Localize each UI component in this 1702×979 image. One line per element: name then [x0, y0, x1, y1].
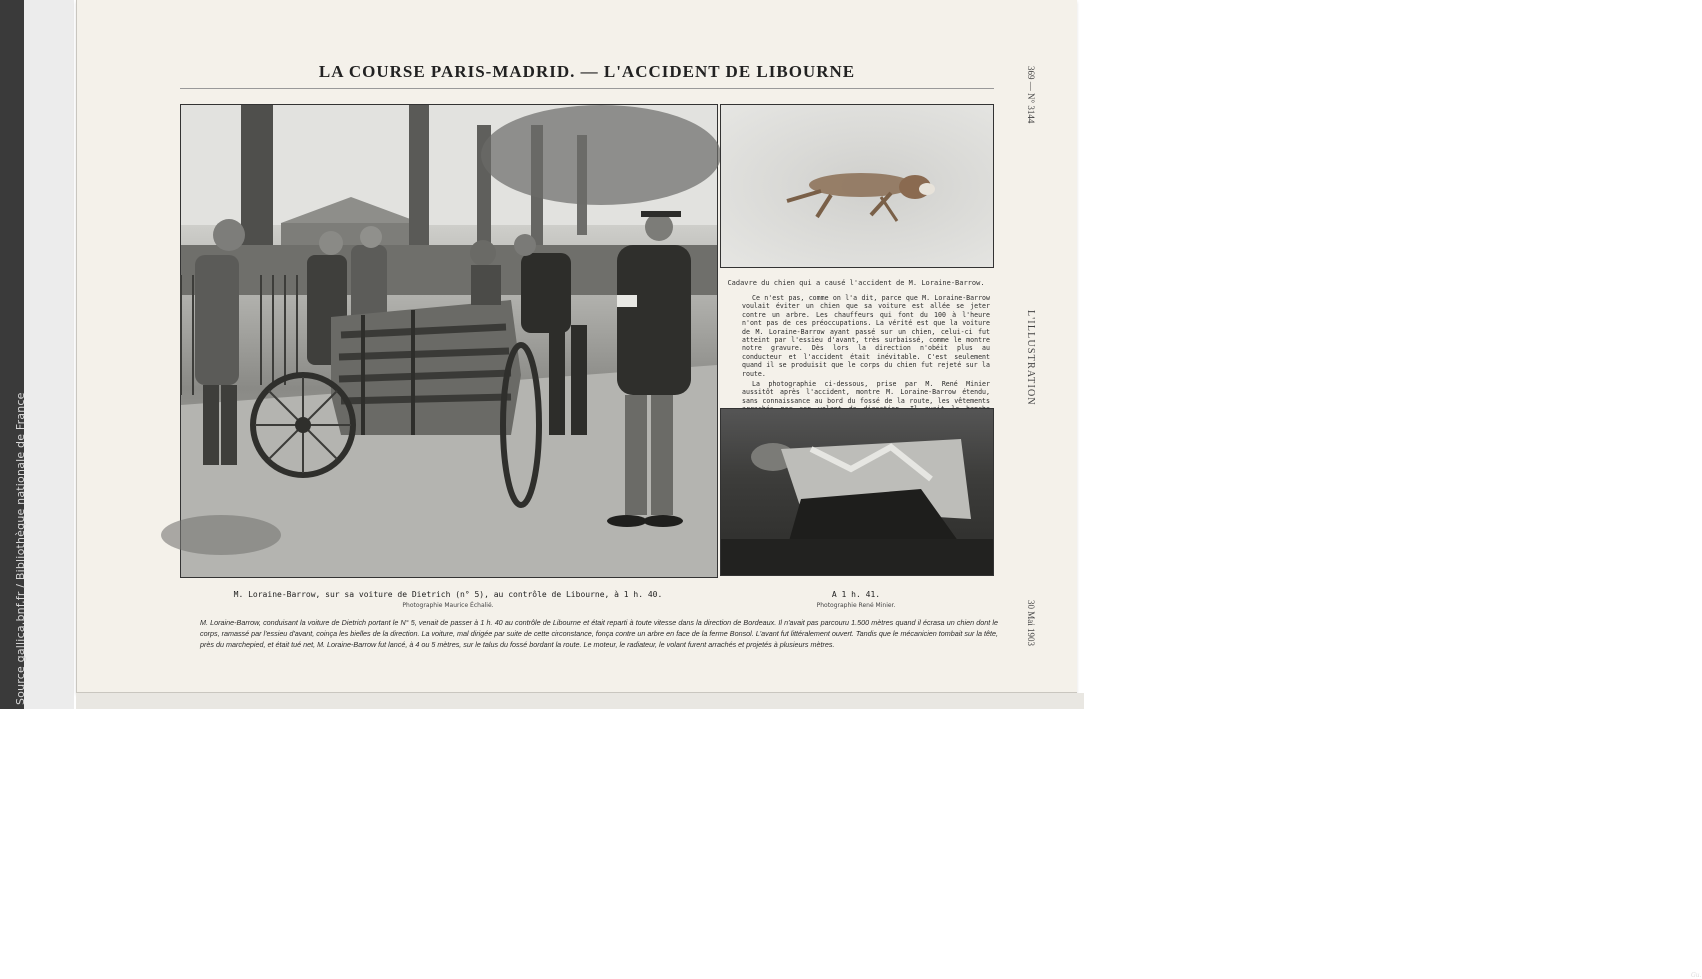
main-photo-illustration: [181, 105, 717, 577]
journal-title: L'ILLUSTRATION: [1025, 310, 1036, 406]
page-bottom-edge: [76, 693, 1084, 709]
article-paragraph: La photographie ci-dessous, prise par M. René Minier aussitôt après l'accident, montre M. Loraine-Barrow étendu, sans connaissance au bord du fossé de la route, les vêtements: [742, 380, 990, 405]
injured-photo-credit: Photographie René Minier.: [816, 602, 896, 609]
dog-photo-caption: Cadavre du chien qui a causé l'accident de M. Loraine-Barrow.: [727, 279, 985, 287]
injured-photo-caption: A 1 h. 41.: [831, 590, 881, 599]
issue-date: 30 Mai 1903: [1026, 600, 1036, 646]
page-headline: LA COURSE PARIS-MADRID. — L'ACCIDENT DE LIBOURNE: [318, 62, 856, 81]
main-photo-caption: M. Loraine-Barrow, sur sa voiture de Dietrich (n° 5), au contrôle de Libourne, à 1 h. 40.: [233, 590, 663, 599]
accident-narrative: M. Loraine-Barrow, conduisant la voiture de Dietrich portant le N° 5, venait de passer à 1 h. 40 au contrôle de Libourne et était reparti à toute vitesse dans la direction de Bordeaux. Il n'avait pas parcouru 1.500 mètres quand il écrasa un chien dont le corps, ramassé par l'essieu d'avant, coinça les bielles de la direction. La voiture, mal dirigée par suite de cette circonstance, fonça contre un arbre en face de la ferme Bonsol. L'avant fut littéralement ouvert. Tandis que le mécanicien tombait sur la tête, près du marchepied, et était tué net, M. Loraine-Barrow fut lancé, à 4 ou 5 mètres, sur le talus du fossé bordant la route. Le moteur, le radiateur, le volant furent arrachés et projetés à plusieurs mètres.: [200, 618, 998, 649]
engraver-signature: Gu.: [1691, 972, 1702, 979]
left-margin-strip: [24, 0, 74, 709]
main-photo-credit: Photographie Maurice Échalié.: [402, 602, 494, 609]
dog-illustration: [721, 105, 993, 267]
page-number: 369 — N° 3144: [1026, 66, 1036, 124]
injured-man-illustration: [721, 409, 993, 575]
main-photograph: [180, 104, 718, 578]
headline-rule: [180, 88, 994, 89]
source-watermark: Source gallica.bnf.fr / Bibliothèque nationale de France: [14, 392, 27, 705]
article-paragraph: Ce n'est pas, comme on l'a dit, parce que M. Loraine-Barrow voulait éviter un chien que sa voiture est allée se jeter contre un arbre. Les chauffeurs qui font du 100 à l'heure n'ont pas de ces préoccupations. La vérité est que la voiture de M. Loraine-Barrow ayant passé sur un chien, celui-ci fut atteint par l'essieu d'avant, très surbaissé, comme le montre notre gravure. Dès lors la direction n'obéit plus au conducteur et l'accident était inévitable. C'est seulement quand il se produisit que le corps du chien fut rejeté sur la route.: [742, 294, 990, 378]
dog-photograph: [720, 104, 994, 268]
